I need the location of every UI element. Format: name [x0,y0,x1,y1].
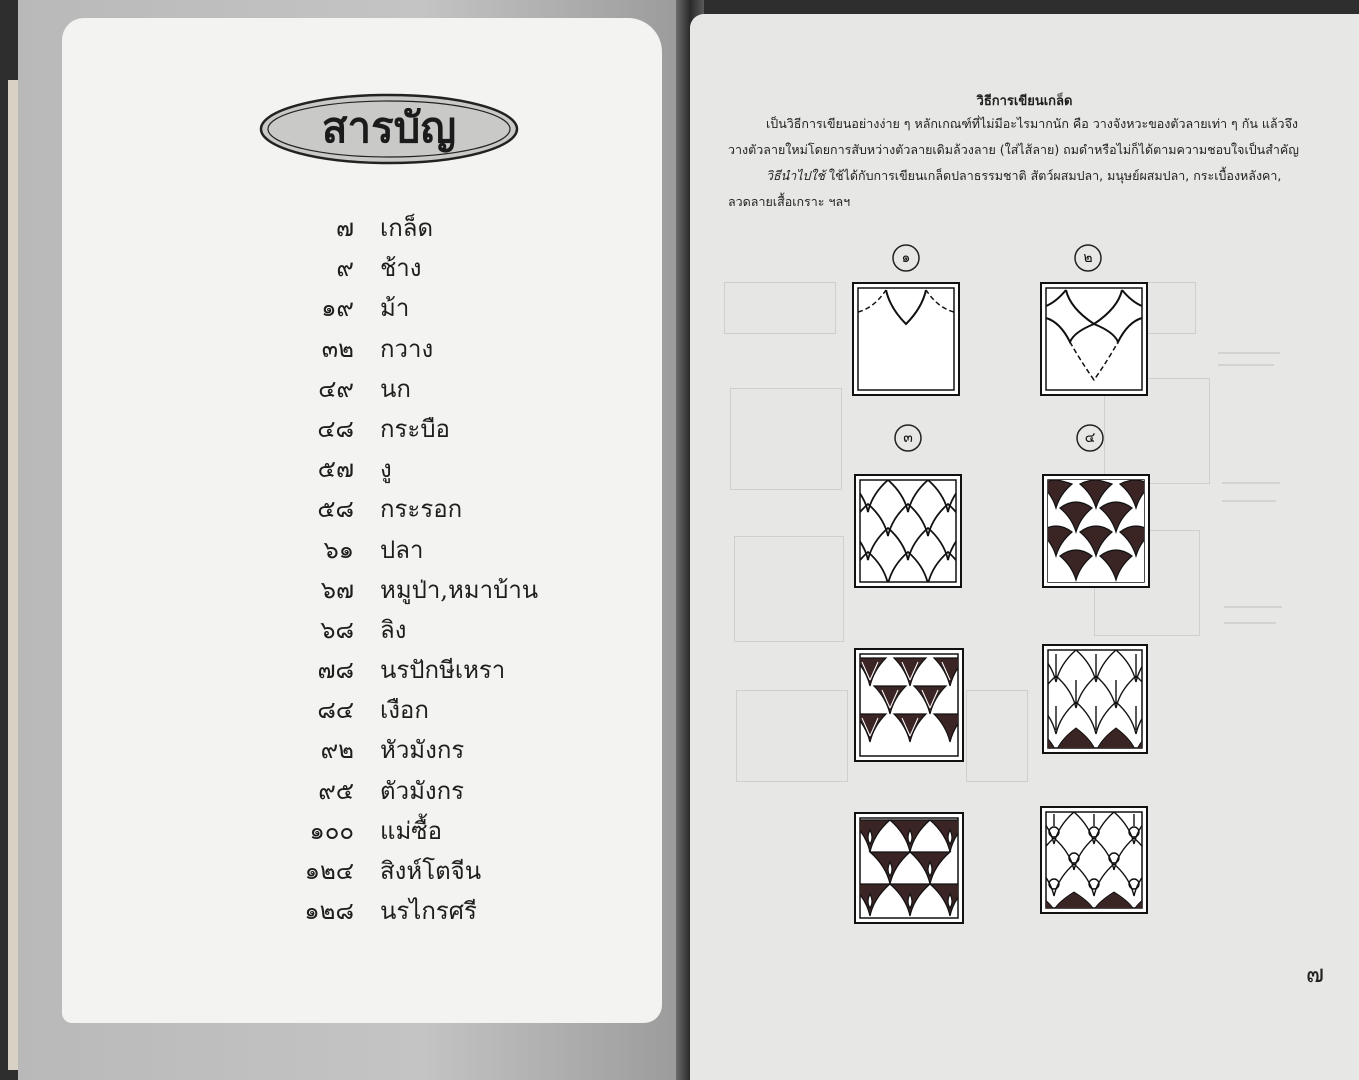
toc-title-plate [258,92,520,166]
toc-entry-label: ตัวมังกร [380,776,465,805]
step-badge-2 [1073,243,1103,273]
paragraph-line: เป็นวิธีการเขียนอย่างง่าย ๆ หลักเกณฑ์ที่ไม่มีอะไรมากนัก คือ วางจังหวะของตัวลายเท่า ๆ กัน แล้วจึง [766,116,1298,131]
toc-page-number: ๖๘ [320,615,354,644]
section-heading: วิธีการเขียนเกล็ด [976,94,1073,109]
paragraph-line: ลวดลายเสื้อเกราะ ฯลฯ [728,194,851,209]
toc-page-number: ๓๒ [321,334,354,363]
toc-entry-label: สิงห์โตจีน [380,857,482,885]
step-badge-4 [1075,423,1105,453]
toc-page-number: ๑๐๐ [309,816,354,845]
step-number: ๓ [903,430,913,446]
toc-entry-label: เกล็ด [380,214,434,242]
scale-step-4-illustration [1042,474,1150,588]
scale-variation-2-illustration [1042,644,1148,754]
toc-page-number: ๙๕ [318,776,354,805]
toc-entry-label: กระบือ [380,414,450,443]
toc-entry-label: ปลา [380,535,424,564]
toc-entry-label: นก [380,374,411,403]
show-through-line [1224,606,1282,608]
page-number: ๗ [1306,960,1325,988]
toc-page-number: ๙ [336,254,354,283]
toc-entry-label: หมูป่า,หมาบ้าน [380,575,539,604]
show-through-panel [730,388,842,490]
paragraph-line [766,166,1281,186]
toc-page-number: ๙๒ [320,736,354,765]
show-through-panel [736,690,848,782]
show-through-line [1218,364,1274,366]
toc-entry-label: แม่ซื้อ [380,816,442,845]
toc-page-number: ๖๑ [323,535,354,564]
step-badge-1 [891,243,921,273]
toc-page-number: ๕๗ [317,455,354,484]
toc-page-number: ๑๒๔ [304,857,354,885]
step-number: ๑ [901,250,911,266]
paragraph-line: วางตัวลายใหม่โดยการสับหว่างตัวลายเดิมล้วงลาย (ใส่ไส้ลาย) ถมดำหรือไม่ก็ได้ตามความชอบใจเป็นสำคัญ [728,142,1299,157]
usage-label: วิธีนำไปใช้ [766,168,826,183]
scale-step-2-illustration [1040,282,1148,396]
show-through-line [1222,500,1276,502]
toc-entry-label: ช้าง [380,254,422,283]
toc-entry-label: กระรอก [380,495,463,524]
show-through-line [1218,352,1280,354]
toc-entry-label: งู [380,455,392,484]
step-badge-3 [893,423,923,453]
scale-variation-3-illustration [854,812,964,924]
toc-page-number: ๔๙ [318,374,354,403]
toc-page-number: ๑๒๘ [304,897,354,926]
toc-entry-label: หัวมังกร [380,736,465,765]
show-through-line [1222,482,1280,484]
toc-page-number: ๔๘ [317,414,354,443]
scale-variation-4-illustration [1040,806,1148,914]
left-page [62,18,662,1023]
usage-text: ใช้ได้กับการเขียนเกล็ดปลาธรรมชาติ สัตว์ผสมปลา, มนุษย์ผสมปลา, กระเบื้องหลังคา, [825,168,1282,183]
scale-variation-1-illustration [854,648,964,762]
toc-entry-label: กวาง [380,334,434,363]
page-title: สารบัญ [321,103,457,152]
show-through-line [1224,622,1276,624]
scale-step-1-illustration [852,282,960,396]
toc-page-number: ๑๙ [321,294,354,323]
toc-entry-label: ม้า [380,294,410,323]
toc-page-number: ๗๘ [317,656,354,685]
scale-step-3-illustration [854,474,962,588]
step-number: ๒ [1083,250,1093,266]
toc-page-number: ๗ [335,214,354,242]
show-through-panel [734,536,844,642]
show-through-panel [724,282,836,334]
toc-entry-label: เงือก [380,696,429,725]
toc-entry-label: นรไกรศรี [380,897,477,926]
toc-page-number: ๖๗ [320,575,354,604]
toc-page-number: ๘๔ [317,696,354,725]
show-through-panel [966,690,1028,782]
toc-entry-label: ลิง [380,615,407,644]
step-number: ๔ [1084,430,1096,446]
toc-page-number: ๕๘ [317,495,354,524]
toc-entry-label: นรปักษีเหรา [380,656,506,685]
